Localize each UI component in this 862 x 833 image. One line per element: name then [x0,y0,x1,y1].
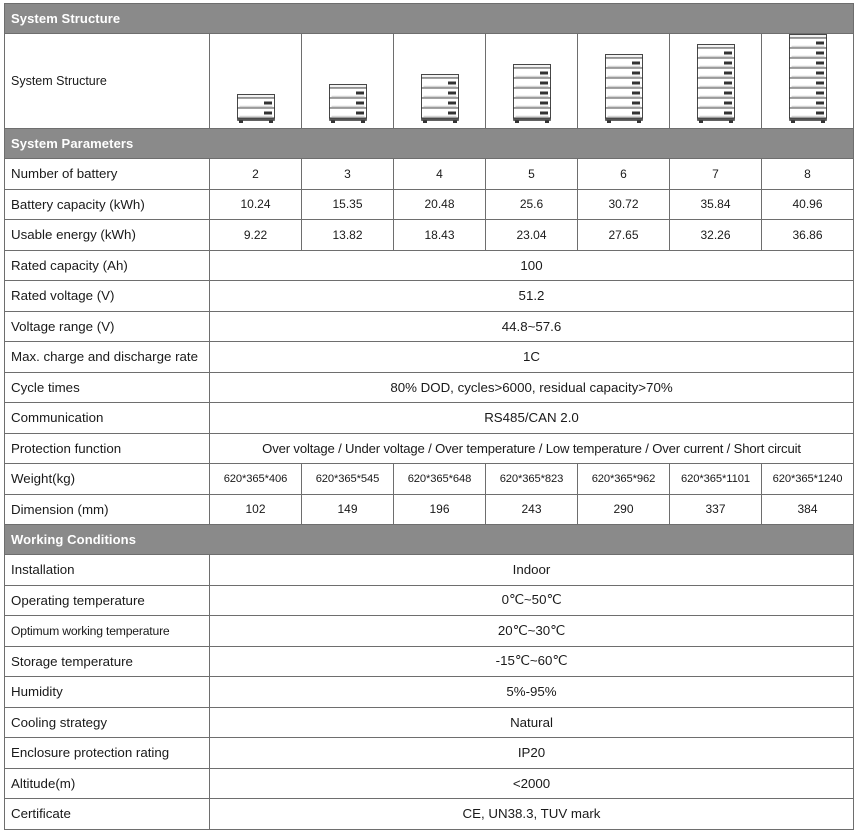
structure-cell-8 [762,34,854,129]
cell-value: 2 [210,159,302,190]
cell-value: 6 [578,159,670,190]
row-cycle-times [5,372,854,403]
cell-value: 20℃~30℃ [210,616,854,647]
structure-cell-6 [578,34,670,129]
cell-value: 620*365*1240 [762,464,854,495]
battery-stack-8-icon [788,34,828,123]
cell-value: 620*365*648 [394,464,486,495]
row-protection-function [5,433,854,464]
section-title: Working Conditions [5,525,854,555]
structure-cell-7 [670,34,762,129]
cell-value: 384 [762,494,854,525]
row-label: Installation [5,555,210,586]
row-label: Voltage range (V) [5,311,210,342]
row-operating-temperature [5,585,854,616]
row-storage-temperature [5,646,854,677]
cell-value: 18.43 [394,220,486,251]
cell-value: 25.6 [486,189,578,220]
cell-value: -15℃~60℃ [210,646,854,677]
row-label: Operating temperature [5,585,210,616]
cell-value: <2000 [210,768,854,799]
battery-stack-6-icon [604,54,644,123]
spec-table [4,3,854,830]
cell-value: 102 [210,494,302,525]
cell-value: 0℃~50℃ [210,585,854,616]
row-label: Certificate [5,799,210,830]
cell-value: 4 [394,159,486,190]
cell-value: 3 [302,159,394,190]
row-usable-energy [5,220,854,251]
row-label: Rated capacity (Ah) [5,250,210,281]
cell-value: 32.26 [670,220,762,251]
battery-stack-5-icon [512,64,552,123]
cell-value: 243 [486,494,578,525]
cell-value: 10.24 [210,189,302,220]
structure-cell-2 [210,34,302,129]
cell-value: 7 [670,159,762,190]
row-dimension [5,494,854,525]
row-label: System Structure [5,34,210,129]
row-humidity [5,677,854,708]
row-rated-capacity [5,250,854,281]
row-label: Max. charge and discharge rate [5,342,210,373]
cell-value: 620*365*1101 [670,464,762,495]
cell-value: 20.48 [394,189,486,220]
row-cooling-strategy [5,707,854,738]
row-label: Communication [5,403,210,434]
cell-value: 23.04 [486,220,578,251]
cell-value: 35.84 [670,189,762,220]
section-title: System Structure [5,4,854,34]
cell-value: 100 [210,250,854,281]
row-label: Humidity [5,677,210,708]
row-battery-capacity [5,189,854,220]
cell-value: CE, UN38.3, TUV mark [210,799,854,830]
cell-value: 9.22 [210,220,302,251]
row-installation [5,555,854,586]
section-header-structure [5,4,854,34]
cell-value: 620*365*406 [210,464,302,495]
row-label: Number of battery [5,159,210,190]
row-label: Dimension (mm) [5,494,210,525]
cell-value: 80% DOD, cycles>6000, residual capacity>70% [210,372,854,403]
cell-value: 290 [578,494,670,525]
structure-cell-5 [486,34,578,129]
battery-stack-3-icon [328,84,368,123]
cell-value: 196 [394,494,486,525]
cell-value: 15.35 [302,189,394,220]
battery-stack-2-icon [236,94,276,123]
row-label: Optimum working temperature [5,616,210,647]
cell-value: 13.82 [302,220,394,251]
row-voltage-range [5,311,854,342]
row-certificate [5,799,854,830]
cell-value: 44.8~57.6 [210,311,854,342]
cell-value: 30.72 [578,189,670,220]
row-weight [5,464,854,495]
cell-value: 51.2 [210,281,854,312]
cell-value: 620*365*823 [486,464,578,495]
row-optimum-temperature [5,616,854,647]
row-label: Altitude(m) [5,768,210,799]
row-label: Battery capacity (kWh) [5,189,210,220]
row-charge-rate [5,342,854,373]
cell-value: 5 [486,159,578,190]
row-altitude [5,768,854,799]
cell-value: 620*365*545 [302,464,394,495]
cell-value: 149 [302,494,394,525]
structure-cell-4 [394,34,486,129]
cell-value: IP20 [210,738,854,769]
cell-value: Over voltage / Under voltage / Over temperature / Low temperature / Over current / Short circuit [210,433,854,464]
row-enclosure-rating [5,738,854,769]
row-label: Rated voltage (V) [5,281,210,312]
section-header-conditions [5,525,854,555]
row-label: Usable energy (kWh) [5,220,210,251]
row-label: Weight(kg) [5,464,210,495]
row-label: Cycle times [5,372,210,403]
section-title: System Parameters [5,129,854,159]
battery-stack-7-icon [696,44,736,123]
row-label: Protection function [5,433,210,464]
row-communication [5,403,854,434]
section-header-parameters [5,129,854,159]
cell-value: 27.65 [578,220,670,251]
structure-row [5,34,854,129]
row-number-of-battery [5,159,854,190]
cell-value: 5%-95% [210,677,854,708]
cell-value: 620*365*962 [578,464,670,495]
cell-value: 40.96 [762,189,854,220]
battery-stack-4-icon [420,74,460,123]
cell-value: RS485/CAN 2.0 [210,403,854,434]
cell-value: Natural [210,707,854,738]
row-label: Storage temperature [5,646,210,677]
cell-value: Indoor [210,555,854,586]
row-label: Enclosure protection rating [5,738,210,769]
cell-value: 36.86 [762,220,854,251]
row-rated-voltage [5,281,854,312]
cell-value: 337 [670,494,762,525]
row-label: Cooling strategy [5,707,210,738]
cell-value: 8 [762,159,854,190]
structure-cell-3 [302,34,394,129]
cell-value: 1C [210,342,854,373]
